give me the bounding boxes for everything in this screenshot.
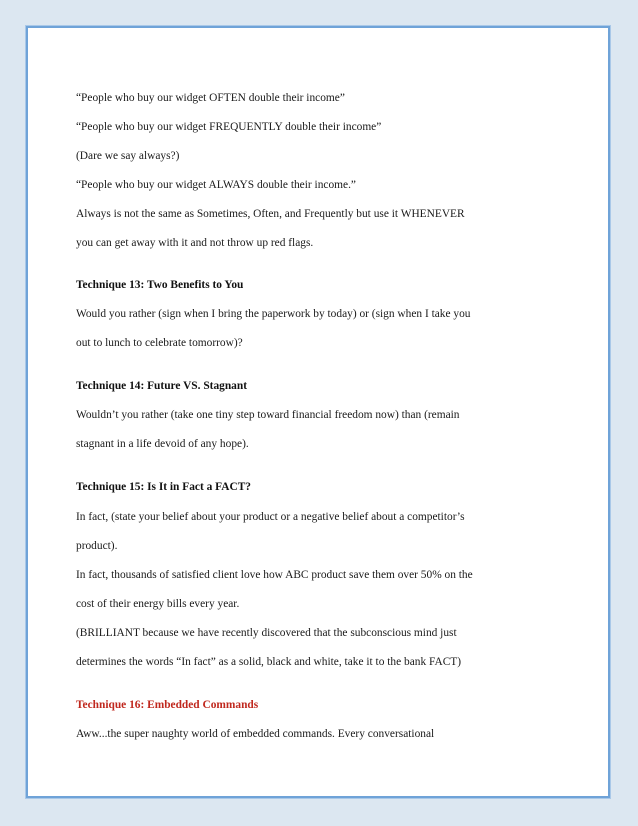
- heading-technique-13: Technique 13: Two Benefits to You: [76, 279, 244, 291]
- body-text: Aww...the super naughty world of embedded commands. Every conversational: [76, 728, 435, 740]
- body-text: determines the words “In fact” as a solid, black and white, take it to the bank FACT): [76, 656, 462, 668]
- body-text: Wouldn’t you rather (take one tiny step toward financial freedom now) than (remain: [76, 409, 460, 421]
- heading-technique-15: Technique 15: Is It in Fact a FACT?: [76, 481, 251, 493]
- quote-often: “People who buy our widget OFTEN double their income”: [76, 92, 345, 104]
- quote-frequently: “People who buy our widget FREQUENTLY double their income”: [76, 121, 382, 133]
- body-text: Always is not the same as Sometimes, Often, and Frequently but use it WHENEVER: [76, 208, 465, 220]
- body-text: In fact, (state your belief about your product or a negative belief about a competitor’s: [76, 511, 465, 523]
- body-text: cost of their energy bills every year.: [76, 598, 240, 610]
- heading-technique-16: Technique 16: Embedded Commands: [76, 699, 259, 711]
- aside-always: (Dare we say always?): [76, 150, 180, 162]
- body-text: you can get away with it and not throw up red flags.: [76, 237, 314, 249]
- quote-always: “People who buy our widget ALWAYS double their income.”: [76, 179, 356, 191]
- body-text: Would you rather (sign when I bring the paperwork by today) or (sign when I take you: [76, 308, 471, 320]
- body-text: product).: [76, 540, 118, 552]
- body-text: (BRILLIANT because we have recently discovered that the subconscious mind just: [76, 627, 457, 639]
- body-text: stagnant in a life devoid of any hope).: [76, 438, 249, 450]
- body-text: out to lunch to celebrate tomorrow)?: [76, 337, 243, 349]
- body-text: In fact, thousands of satisfied client love how ABC product save them over 50% on the: [76, 569, 473, 581]
- heading-technique-14: Technique 14: Future VS. Stagnant: [76, 380, 248, 392]
- document-page: [26, 26, 610, 798]
